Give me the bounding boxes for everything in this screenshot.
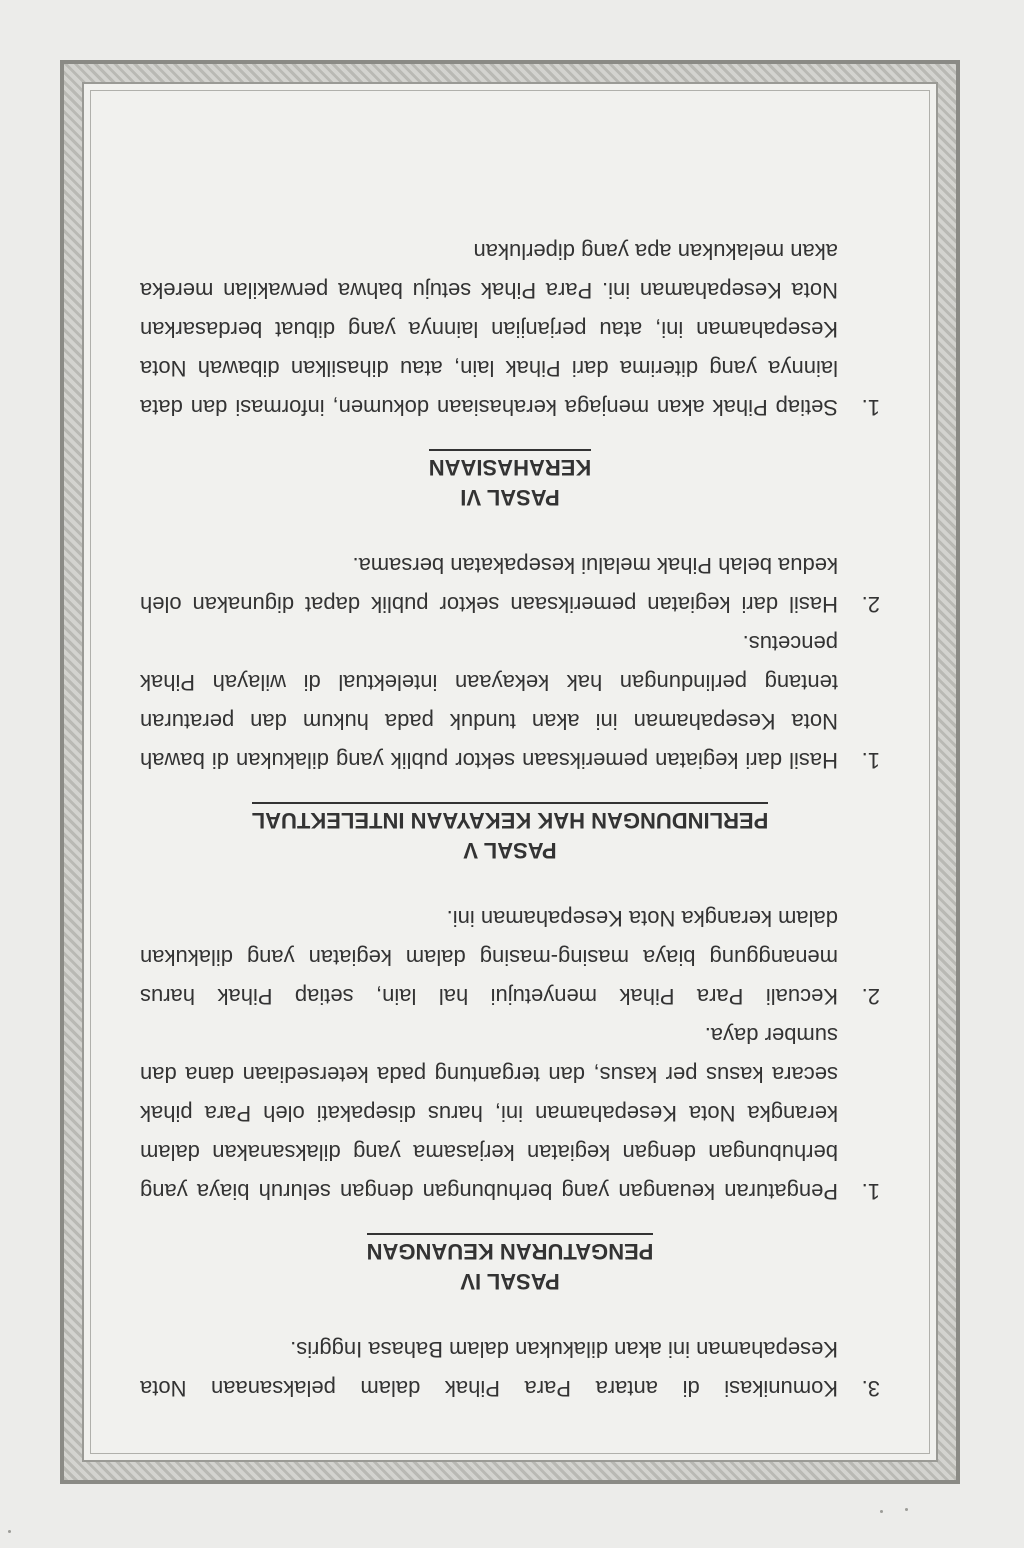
scan-speck bbox=[905, 1508, 908, 1511]
item-number: 3. bbox=[861, 1376, 880, 1401]
pasal-v-section bbox=[140, 546, 880, 865]
pasal-v-subtitle: PERLINDUNGAN HAK KEKAYAAN INTELEKTUAL bbox=[252, 802, 769, 835]
item-number: 1. bbox=[861, 395, 880, 420]
document-body bbox=[140, 140, 880, 1408]
pasal-vi-section bbox=[140, 232, 880, 512]
pasal-iv-heading bbox=[140, 1233, 880, 1296]
pasal-vi-heading bbox=[140, 449, 880, 512]
pasal-vi-title: PASAL VI bbox=[460, 485, 560, 510]
item-number: 2. bbox=[861, 592, 880, 617]
list-item bbox=[140, 624, 880, 780]
item-text: Pengaturan keuangan yang berhubungan dengan seluruh biaya yang berhubungan dengan kegiatan kerjasama yang dilaksanakan dalam kerangka Nota Kesepahaman ini, harus disepakati oleh Para pihak secara kasus per kasus, dan tergantung pada ketersediaan dana dan sumber daya. bbox=[140, 1023, 838, 1204]
pasal-v-heading bbox=[140, 802, 880, 865]
item-text: Hasil dari kegiatan pemeriksaan sektor publik dapat digunakan oleh kedua belah Pihak melalui kesepakatan bersama. bbox=[140, 553, 838, 617]
scan-speck bbox=[8, 1530, 11, 1533]
item-text: Hasil dari kegiatan pemeriksaan sektor publik yang dilakukan di bawah Nota Kesepahaman ini akan tunduk pada hukum dan peraturan tentang perlindungan hak kekayaan intelektual di wilayah Pihak pencetus. bbox=[140, 631, 838, 773]
item-text: Komunikasi di antara Para Pihak dalam pelaksanaan Nota Kesepahaman ini akan dilakukan dalam Bahasa Inggris. bbox=[140, 1337, 838, 1401]
list-item bbox=[140, 232, 880, 427]
item-number: 1. bbox=[861, 748, 880, 773]
pasal-iv-subtitle: PENGATURAN KEUANGAN bbox=[367, 1233, 654, 1266]
pasal-vi-subtitle: KERAHASIAAN bbox=[429, 449, 592, 482]
list-item bbox=[140, 1016, 880, 1211]
list-item bbox=[140, 899, 880, 1016]
list-item bbox=[140, 1330, 880, 1408]
list-item bbox=[140, 546, 880, 624]
pasal-v-title: PASAL V bbox=[463, 838, 557, 863]
scan-speck bbox=[880, 1510, 883, 1513]
item-text: Kecuali Para Pihak menyetujui hal lain, setiap Pihak harus menanggung biaya masing-masing dalam kegiatan yang dilakukan dalam kerangka Nota Kesepahaman ini. bbox=[140, 906, 838, 1009]
item-text: Setiap Pihak akan menjaga kerahasiaan dokumen, informasi dan data lainnya yang diterima dari Pihak lain, atau dihasilkan dibawah Nota Kesepahaman ini, atau perjanjian lainnya yang dibuat berdasarkan Nota Kesepahaman ini. Para Pihak setuju bahwa perwakilan mereka akan melakukan apa yang diperlukan bbox=[140, 239, 838, 420]
item-number: 1. bbox=[861, 1179, 880, 1204]
item-number: 2. bbox=[861, 984, 880, 1009]
pasal-iv-title: PASAL IV bbox=[460, 1269, 560, 1294]
top-items bbox=[140, 1330, 880, 1408]
pasal-iv-section bbox=[140, 899, 880, 1296]
